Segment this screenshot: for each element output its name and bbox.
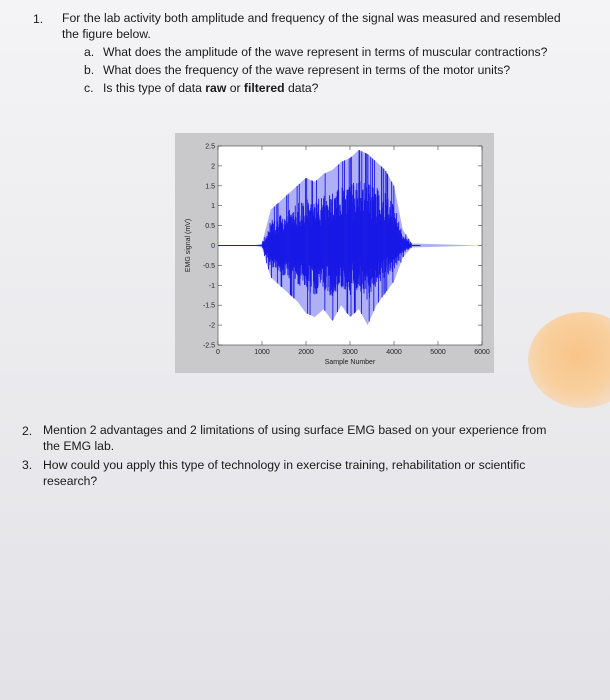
y-tick-label: 0.5 (205, 223, 215, 231)
x-tick-label: 2000 (298, 349, 314, 356)
q1c-raw: raw (205, 81, 227, 95)
y-tick-label: -1 (208, 282, 215, 290)
y-tick-label: 1 (211, 203, 215, 211)
y-axis-label: EMG signal (mV) (185, 218, 192, 273)
q1b-text: What does the frequency of the wave represent in terms of the motor units? (103, 63, 511, 77)
y-tick-label: 2.5 (205, 143, 215, 151)
q1a-text: What does the amplitude of the wave represent in terms of muscular contractions? (103, 45, 548, 59)
y-tick-label: 2 (211, 163, 215, 171)
q3-text-line1: How could you apply this type of technology in exercise training, rehabilitation or scientific (43, 458, 526, 472)
q1-text-line2: the figure below. (62, 27, 151, 41)
q2-text-line2: the EMG lab. (43, 439, 115, 453)
y-tick-label: 0 (211, 243, 215, 250)
x-tick-label: 3000 (342, 349, 358, 356)
x-tick-label: 5000 (430, 349, 446, 356)
y-tick-label: -1.5 (202, 302, 215, 310)
glare-reflection (528, 312, 610, 408)
q2-text-line1: Mention 2 advantages and 2 limitations of using surface EMG based on your experience from (43, 423, 547, 437)
q1b-label: b. (84, 63, 95, 77)
emg-chart (175, 133, 494, 373)
q1c-mid: or (226, 81, 244, 95)
q1c-post: data? (284, 81, 319, 95)
q1c-pre: Is this type of data (103, 81, 206, 95)
x-tick-label: 6000 (474, 349, 490, 356)
q1-number: 1. (33, 12, 44, 26)
q1-text-line1: For the lab activity both amplitude and frequency of the signal was measured and resembled (62, 11, 561, 25)
q3-text-line2: research? (43, 474, 98, 488)
q1c-text (103, 81, 318, 95)
q2-number: 2. (22, 424, 33, 438)
y-tick-label: -2.5 (202, 342, 215, 350)
x-tick-label: 1000 (254, 349, 270, 356)
y-tick-label: -0.5 (202, 262, 215, 270)
x-axis-label: Sample Number (324, 359, 376, 366)
x-tick-label: 4000 (386, 349, 402, 356)
y-tick-label: 1.5 (205, 183, 215, 191)
emg-figure (175, 133, 494, 373)
q1c-label: c. (84, 81, 94, 95)
x-tick-label: 0 (216, 349, 220, 356)
q1c-filtered: filtered (243, 81, 285, 95)
q1a-label: a. (84, 45, 95, 59)
y-tick-label: -2 (208, 322, 215, 330)
q3-number: 3. (22, 458, 33, 472)
